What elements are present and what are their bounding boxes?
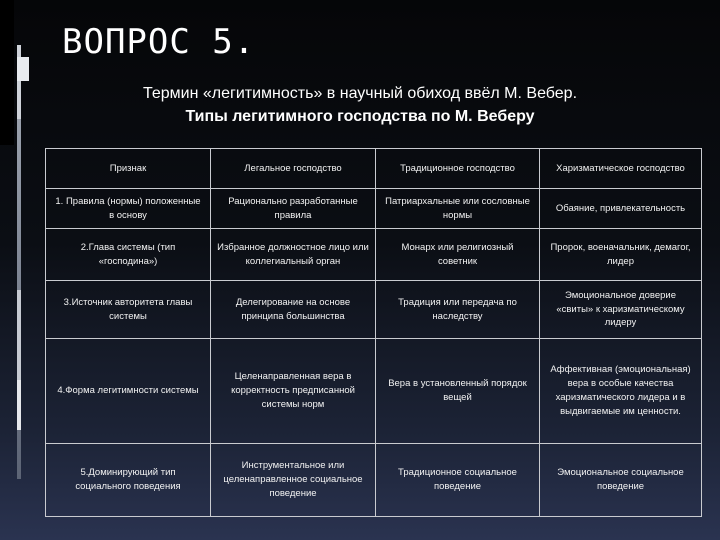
table-cell: Делегирование на основе принципа большинства (211, 281, 376, 339)
table-cell: Рационально разработанные правила (211, 189, 376, 229)
table-cell: Традиционное социальное поведение (376, 444, 540, 517)
decor-bar (17, 57, 29, 81)
table-cell: 3.Источник авторитета главы системы (46, 281, 211, 339)
header-cell: Традиционное господство (376, 149, 540, 189)
table-row (46, 229, 702, 281)
table-cell: Традиция или передача по наследству (376, 281, 540, 339)
table-cell: 4.Форма легитимности системы (46, 339, 211, 444)
table-header-row (46, 149, 702, 189)
table-row (46, 189, 702, 229)
table-cell: Монарх или религиозный советник (376, 229, 540, 281)
decor-bar (17, 290, 21, 390)
table-cell: Инструментальное или целенаправленное социальное поведение (211, 444, 376, 517)
table-cell: Целенаправленная вера в корректность предписанной системы норм (211, 339, 376, 444)
table-cell: 2.Глава системы (тип «господина») (46, 229, 211, 281)
table-cell: Эмоциональное доверие «свиты» к харизматическому лидеру (540, 281, 702, 339)
table-cell: 5.Доминирующий тип социального поведения (46, 444, 211, 517)
header-cell: Легальное господство (211, 149, 376, 189)
table-cell: Вера в установленный порядок вещей (376, 339, 540, 444)
decor-bar (17, 380, 21, 430)
header-cell: Харизматическое господство (540, 149, 702, 189)
table-row (46, 444, 702, 517)
table-cell: Обаяние, привлекательность (540, 189, 702, 229)
table-cell: Эмоциональное социальное поведение (540, 444, 702, 517)
table-cell: 1. Правила (нормы) положенные в основу (46, 189, 211, 229)
table-cell: Пророк, военачальник, демагог, лидер (540, 229, 702, 281)
table-title: Типы легитимного господства по М. Веберу (185, 108, 535, 125)
table-cell: Избранное должностное лицо или коллегиальный орган (211, 229, 376, 281)
slide-title: ВОПРОС 5. (62, 22, 256, 62)
table-row (46, 281, 702, 339)
legitimacy-types-table (45, 148, 702, 517)
table-cell: Патриархальные или сословные нормы (376, 189, 540, 229)
table-cell: Аффективная (эмоциональная) вера в особые качества харизматического лидера и в выдвигаемые им ценности. (540, 339, 702, 444)
table-row (46, 339, 702, 444)
slide-subtitle: Термин «легитимность» в научный обиход ввёл М. Вебер. (142, 85, 578, 102)
header-cell: Признак (46, 149, 211, 189)
